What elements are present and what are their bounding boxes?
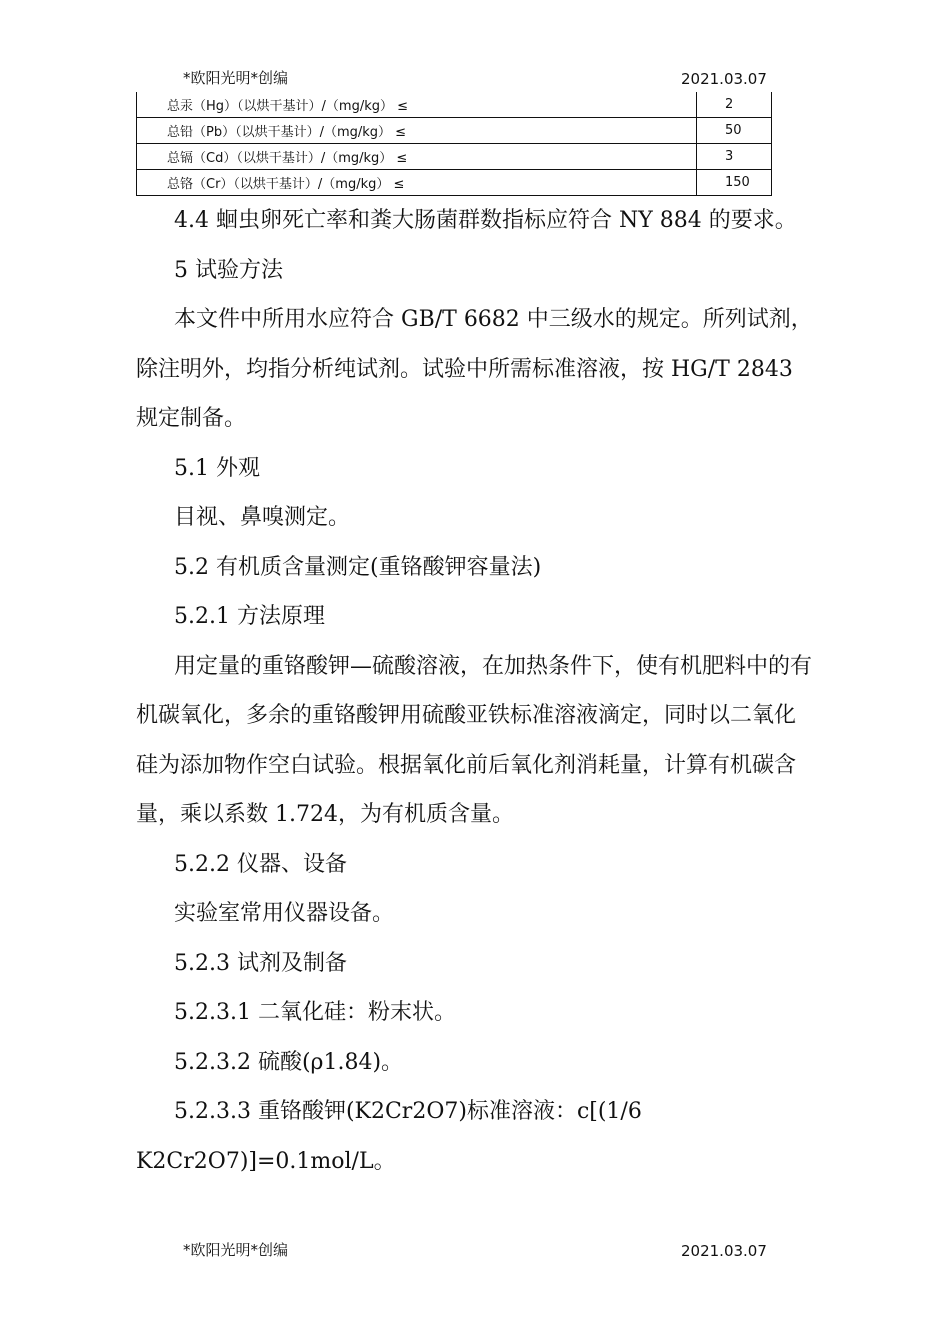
paragraph-equipment: 实验室常用仪器设备。 (174, 901, 395, 926)
section-heading-5-2: 5.2 有机质含量测定(重铬酸钾容量法) (174, 554, 542, 580)
paragraph-method-principle: 用定量的重铬酸钾—硫酸溶液，在加热条件下，使有机肥料中的有机碳氧化，多余的重铬酸钾用硫酸亚铁标准溶液滴定，同时以二氧化硅为添加物作空白试验。根据氧化前后氧化剂消耗量，计算有机碳含量，乘以系数 1.724，为有机质含量。 (136, 653, 813, 827)
section-heading-5: 5 试验方法 (174, 257, 283, 283)
table-row (137, 118, 772, 144)
paragraph-reagent-5-2-3-3: 5.2.3.3 重铬酸钾(K2Cr2O7)标准溶液：c[(1/6 (174, 1099, 642, 1124)
paragraph-reagent-5-2-3-2: 5.2.3.2 硫酸(ρ1.84)。 (174, 1049, 404, 1075)
paragraph-reagent-5-2-3-3-cont: K2Cr2O7)]=0.1mol/L。 (136, 1148, 396, 1174)
table-cell-value: 3 (697, 144, 772, 170)
section-heading-5-2-3: 5.2.3 试剂及制备 (174, 950, 347, 976)
section-heading-5-2-1: 5.2.1 方法原理 (174, 604, 325, 629)
section-heading-5-1: 5.1 外观 (174, 455, 260, 481)
table-cell-value: 2 (697, 92, 772, 118)
table-cell-item: 总铅（Pb）（以烘干基计）/（mg/kg） ≤ (137, 118, 697, 144)
header-author: *欧阳光明*创编 (183, 69, 289, 87)
table-cell-item: 总镉（Cd）（以烘干基计）/（mg/kg） ≤ (137, 144, 697, 170)
footer-author: *欧阳光明*创编 (183, 1241, 289, 1259)
table-cell-item: 总铬（Cr）（以烘干基计）/（mg/kg） ≤ (137, 170, 697, 196)
table-row (137, 170, 772, 196)
table-cell-value: 150 (697, 170, 772, 196)
table-cell-value: 50 (697, 118, 772, 144)
paragraph-general-notes: 本文件中所用水应符合 GB/T 6682 中三级水的规定。所列试剂，除注明外，均指分析纯试剂。试验中所需标准溶液，按 HG/T 2843 规定制备。 (136, 307, 813, 431)
header-date: 2021.03.07 (681, 70, 767, 88)
table-row (137, 144, 772, 170)
paragraph-reagent-5-2-3-1: 5.2.3.1 二氧化硅：粉末状。 (174, 1000, 456, 1025)
section-heading-5-2-2: 5.2.2 仪器、设备 (174, 851, 347, 877)
footer-date: 2021.03.07 (681, 1242, 767, 1260)
paragraph-appearance-method: 目视、鼻嗅测定。 (174, 505, 351, 530)
heavy-metal-limits-table (136, 92, 772, 196)
paragraph-requirement-4-4: 4.4 蛔虫卵死亡率和粪大肠菌群数指标应符合 NY 884 的要求。 (174, 208, 797, 233)
document-body (136, 196, 816, 1186)
table-row (137, 92, 772, 118)
table-cell-item: 总汞（Hg）（以烘干基计）/（mg/kg） ≤ (137, 92, 697, 118)
